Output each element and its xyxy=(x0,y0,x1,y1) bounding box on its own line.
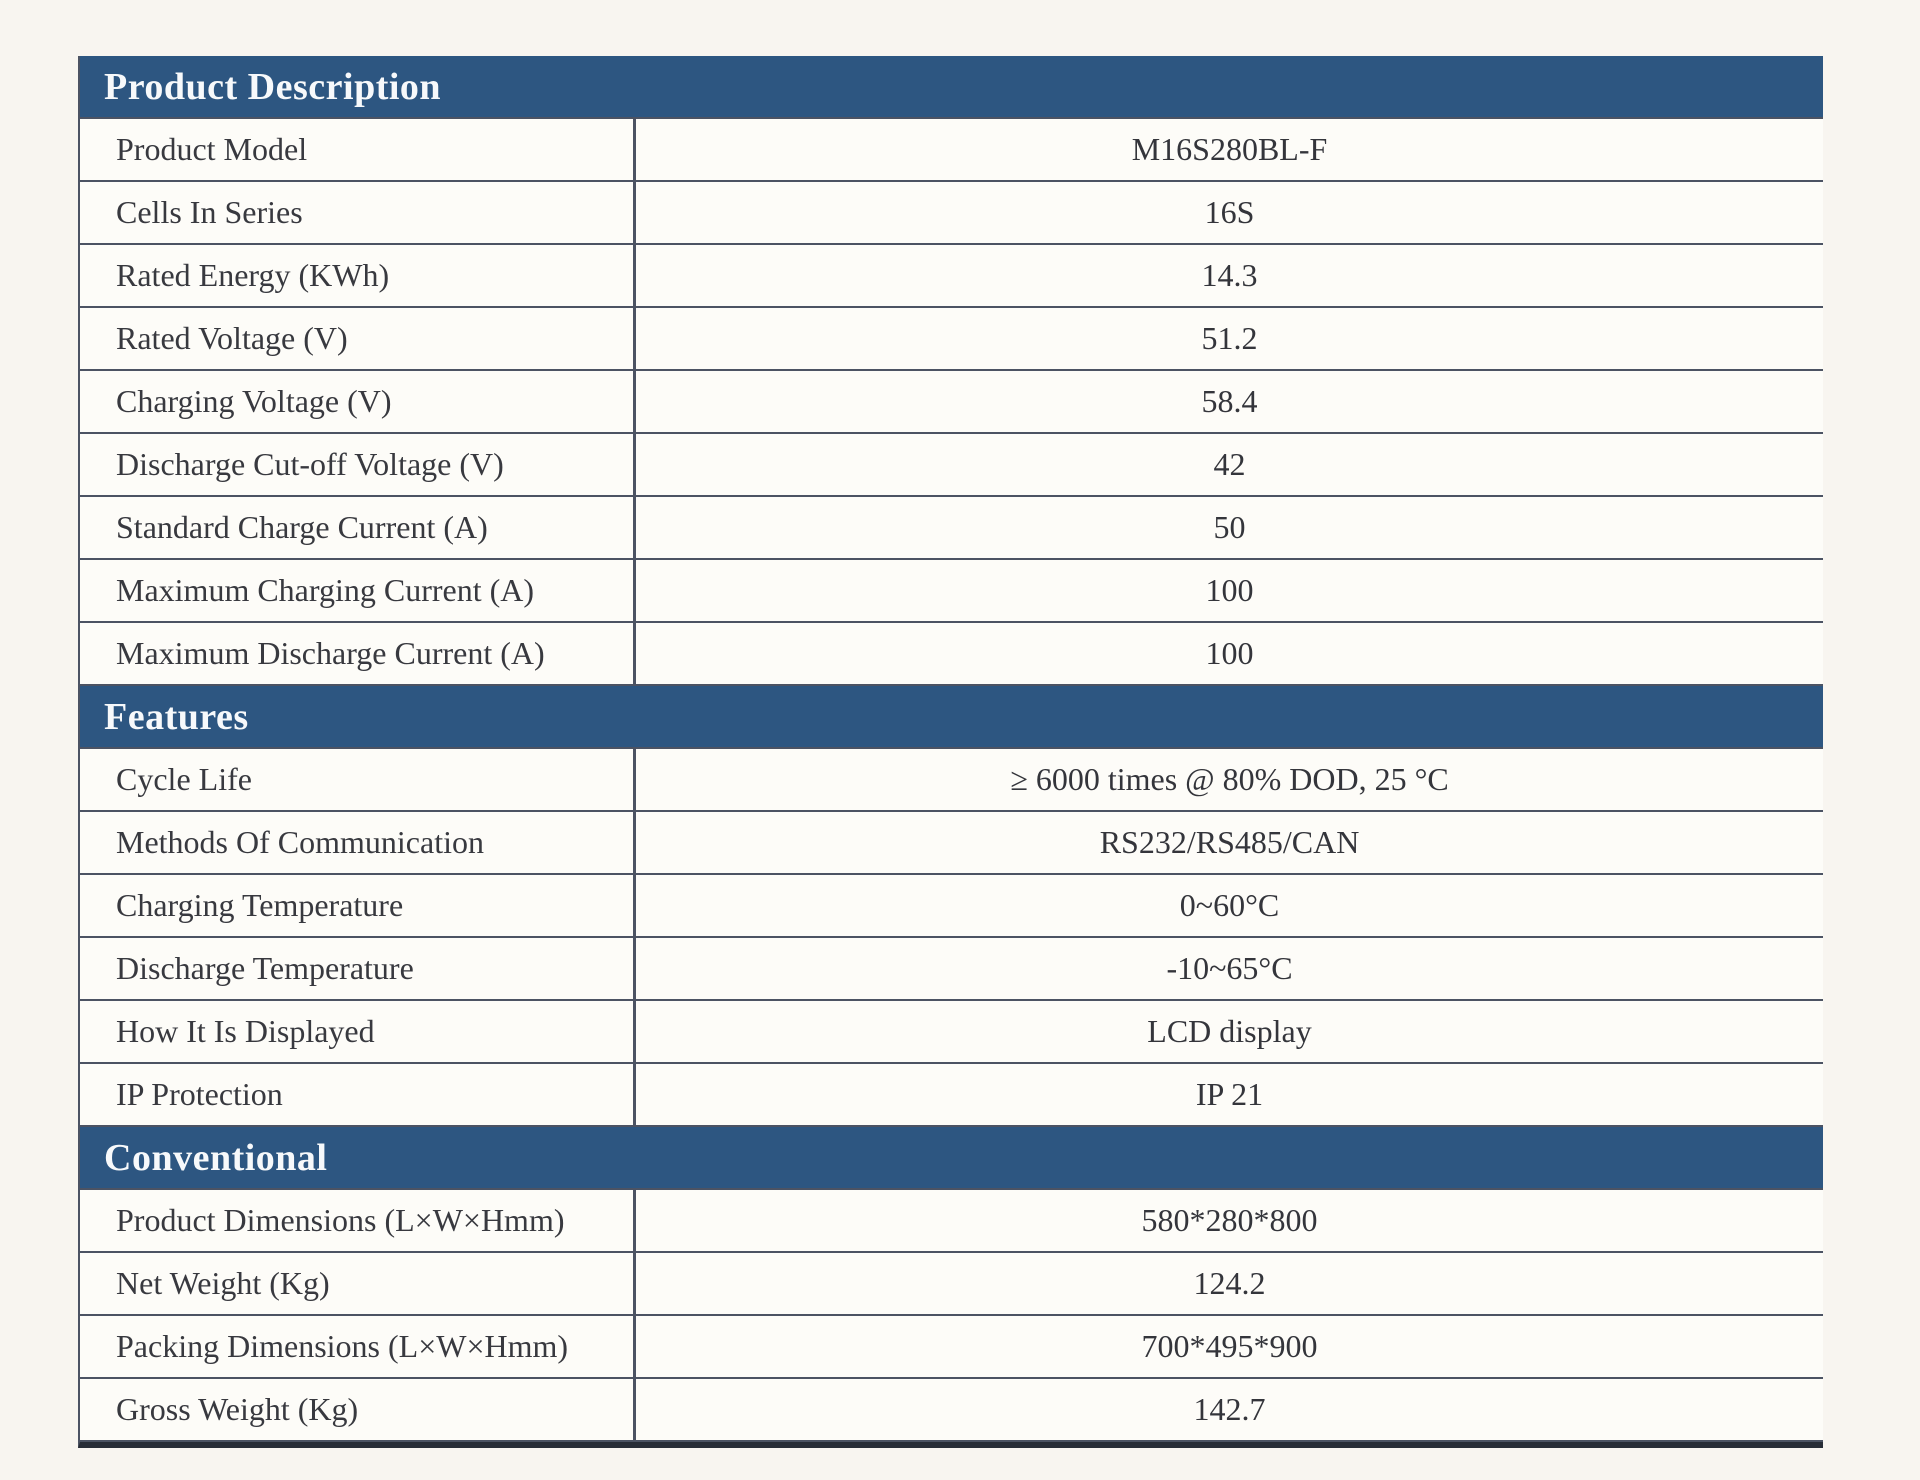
spec-label: Product Model xyxy=(116,131,308,167)
section-title: Product Description xyxy=(104,65,442,108)
spec-row-charging-voltage xyxy=(80,371,1823,434)
spec-label: How It Is Displayed xyxy=(116,1013,375,1049)
spec-label: Standard Charge Current (A) xyxy=(116,509,488,545)
spec-label: Gross Weight (Kg) xyxy=(116,1391,359,1427)
spec-value: 50 xyxy=(633,497,1823,558)
spec-row-packing-dimensions xyxy=(80,1316,1823,1379)
spec-value: 0~60°C xyxy=(633,875,1823,936)
spec-value: 100 xyxy=(633,623,1823,684)
spec-label: Methods Of Communication xyxy=(116,824,484,860)
spec-row-maximum-discharge-current xyxy=(80,623,1823,686)
section-header-features xyxy=(80,686,1823,749)
spec-label: Cells In Series xyxy=(116,194,303,230)
spec-value: ≥ 6000 times @ 80% DOD, 25 °C xyxy=(633,749,1823,810)
spec-value: IP 21 xyxy=(633,1064,1823,1125)
spec-value: 124.2 xyxy=(633,1253,1823,1314)
spec-row-net-weight xyxy=(80,1253,1823,1316)
spec-label: Rated Energy (KWh) xyxy=(116,257,390,293)
spec-row-product-dimensions xyxy=(80,1190,1823,1253)
spec-value: 142.7 xyxy=(633,1379,1823,1440)
spec-row-ip-protection xyxy=(80,1064,1823,1127)
spec-row-product-model xyxy=(80,119,1823,182)
spec-row-maximum-charging-current xyxy=(80,560,1823,623)
spec-value: 700*495*900 xyxy=(633,1316,1823,1377)
section-title: Features xyxy=(104,695,249,738)
spec-row-methods-of-communication xyxy=(80,812,1823,875)
spec-label: Rated Voltage (V) xyxy=(116,320,348,356)
spec-row-cycle-life xyxy=(80,749,1823,812)
spec-value: 100 xyxy=(633,560,1823,621)
spec-row-cells-in-series xyxy=(80,182,1823,245)
spec-value: LCD display xyxy=(633,1001,1823,1062)
spec-value: M16S280BL-F xyxy=(633,119,1823,180)
spec-value: 42 xyxy=(633,434,1823,495)
spec-value: RS232/RS485/CAN xyxy=(633,812,1823,873)
spec-row-discharge-temperature xyxy=(80,938,1823,1001)
spec-row-rated-voltage xyxy=(80,308,1823,371)
spec-row-how-it-is-displayed xyxy=(80,1001,1823,1064)
spec-value: 14.3 xyxy=(633,245,1823,306)
spec-label: Product Dimensions (L×W×Hmm) xyxy=(116,1202,565,1238)
spec-label: Maximum Discharge Current (A) xyxy=(116,635,545,671)
spec-label: Packing Dimensions (L×W×Hmm) xyxy=(116,1328,569,1364)
spec-table xyxy=(78,56,1823,1448)
spec-value: 16S xyxy=(633,182,1823,243)
section-header-product-description xyxy=(80,56,1823,119)
spec-row-standard-charge-current xyxy=(80,497,1823,560)
spec-row-charging-temperature xyxy=(80,875,1823,938)
spec-value: 51.2 xyxy=(633,308,1823,369)
spec-value: 58.4 xyxy=(633,371,1823,432)
section-title: Conventional xyxy=(104,1136,328,1179)
spec-label: Maximum Charging Current (A) xyxy=(116,572,535,608)
spec-value: 580*280*800 xyxy=(633,1190,1823,1251)
spec-label: Discharge Temperature xyxy=(116,950,414,986)
spec-row-gross-weight xyxy=(80,1379,1823,1442)
spec-row-discharge-cutoff-voltage xyxy=(80,434,1823,497)
section-header-conventional xyxy=(80,1127,1823,1190)
spec-label: Net Weight (Kg) xyxy=(116,1265,330,1301)
spec-label: Charging Voltage (V) xyxy=(116,383,392,419)
spec-label: Discharge Cut-off Voltage (V) xyxy=(116,446,504,482)
spec-row-rated-energy xyxy=(80,245,1823,308)
spec-label: Cycle Life xyxy=(116,761,252,797)
spec-label: IP Protection xyxy=(116,1076,283,1112)
spec-label: Charging Temperature xyxy=(116,887,404,923)
spec-value: -10~65°C xyxy=(633,938,1823,999)
